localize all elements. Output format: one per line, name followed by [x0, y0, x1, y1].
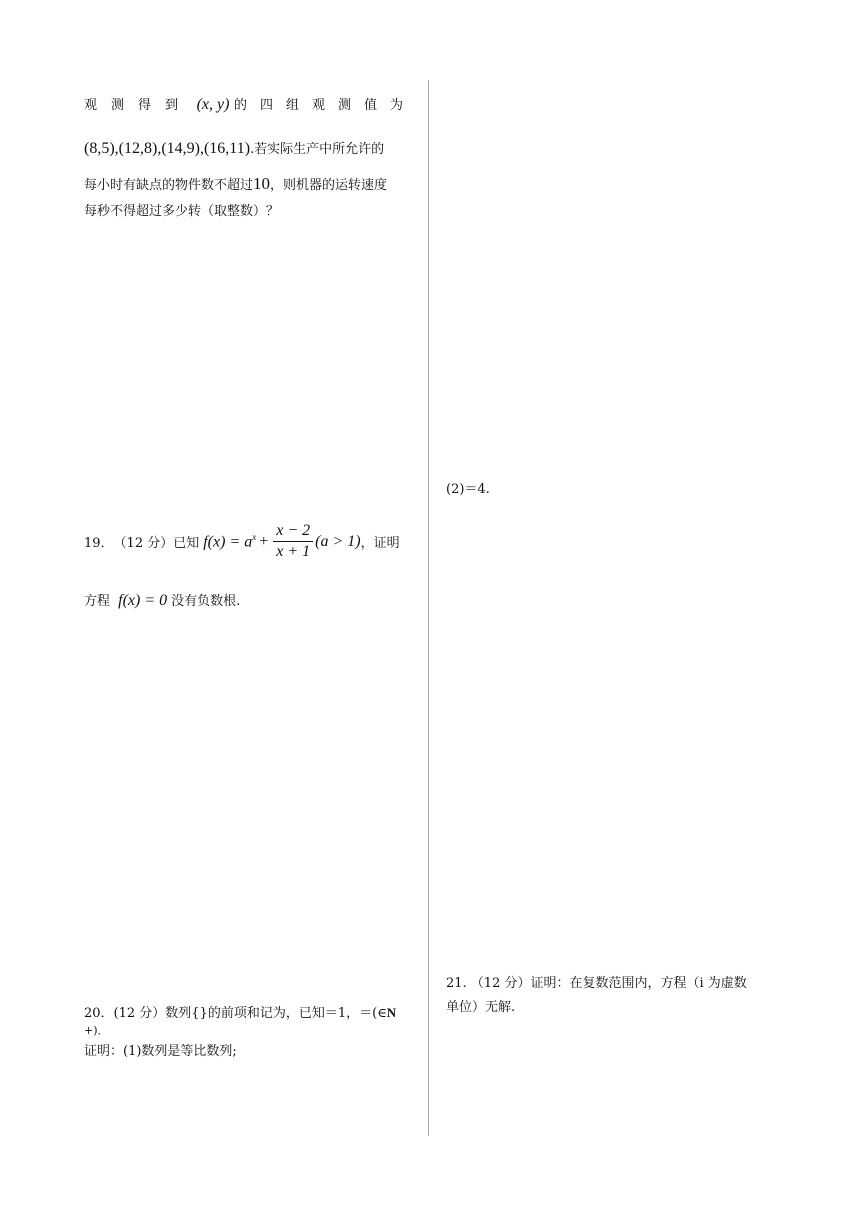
q19-condition: (a > 1) — [315, 532, 361, 550]
q20-part2 — [446, 478, 490, 497]
q19-line1 — [84, 522, 424, 561]
q18-line2-text: .若实际生产中所允许的 — [250, 142, 385, 157]
q20-line2 — [84, 1022, 109, 1038]
q19-fraction — [273, 522, 313, 561]
q18-line3-b: ，则机器的运转速度 — [270, 178, 388, 193]
q21-statement-end: 单位）无解. — [446, 1000, 516, 1015]
q18-line1 — [84, 94, 416, 114]
q18-line1-lead: 观测得到 — [84, 98, 193, 113]
q19-fraction-denominator: x + 1 — [276, 543, 311, 560]
q21-line2 — [446, 996, 515, 1015]
q20-natural-numbers: N — [386, 1005, 397, 1020]
q18-line3 — [84, 174, 424, 194]
column-divider — [428, 80, 429, 1136]
q19-function: $f(x) = a^x$ — [203, 531, 257, 551]
q18-limit-number: 10 — [253, 174, 271, 193]
q21-statement: 21. （12 分）证明：在复数范围内，方程（i 为虚数 — [446, 976, 747, 991]
q18-variables: (x, y) — [196, 96, 230, 113]
q20-statement-end: +)． — [84, 1024, 109, 1037]
q18-line3-a: 每小时有缺点的物件数不超过 — [84, 178, 254, 193]
q21-line1 — [446, 972, 747, 991]
q20-line3 — [84, 1040, 237, 1059]
q19-line2-a: 方程 — [84, 594, 111, 609]
q18-line2 — [84, 138, 424, 158]
q18-line4 — [84, 200, 279, 219]
q19-line2-b: 没有负数根. — [171, 594, 241, 609]
q19-fraction-numerator: x − 2 — [273, 522, 313, 542]
q20-part2-text: (2)＝4. — [446, 482, 490, 497]
q20-statement: 20．(12 分）数列{}的前项和记为，已知＝1，＝(∈ — [84, 1006, 387, 1021]
q19-plus: + — [259, 532, 269, 550]
q19-tail: ，证明 — [360, 536, 400, 551]
q18-line1-tail: 的四组观测值为 — [233, 98, 416, 113]
q18-question: 每秒不得超过多少转（取整数）？ — [84, 204, 280, 219]
q19-score: （12 分）已知 — [113, 536, 200, 551]
q19-line2 — [84, 590, 240, 610]
q19-number: 19． — [84, 536, 114, 551]
q20-line1 — [84, 1002, 396, 1021]
q19-equation: f(x) = 0 — [118, 592, 168, 609]
q18-observations: (8,5),(12,8),(14,9),(16,11) — [84, 140, 251, 157]
q20-part1: 证明：(1)数列是等比数列; — [84, 1044, 237, 1059]
